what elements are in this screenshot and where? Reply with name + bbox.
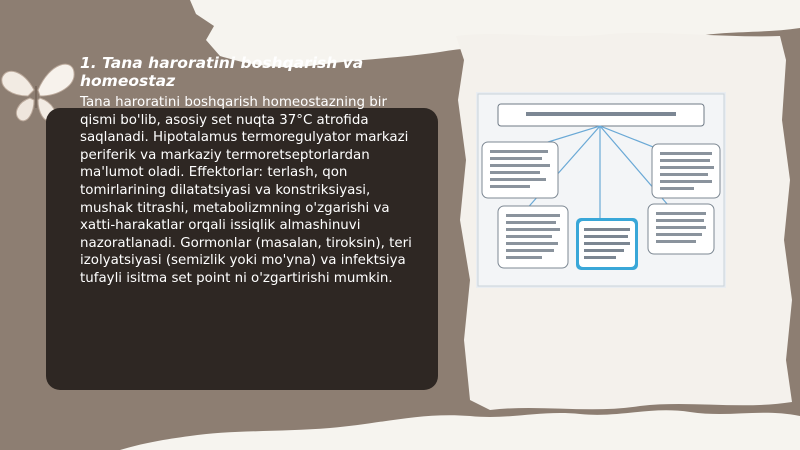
diagram-image (476, 92, 726, 288)
slide-title: 1. Tana haroratini boshqarish va homeostaz (80, 54, 364, 90)
slide-body: Tana haroratini boshqarish homeostazning bir qismi bo'lib, asosiy set nuqta 37°C atrofida saqlanadi. Hipotalamus termoregulyator markazi periferik va markaziy termoretseptorlardan ma'lumot oladi. Effektorlar: terlash, qon tomirlarining dilatatsiyasi va konstriksiyasi, mushak titrashi, metabolizmning o'zgarishi va xatti-harakatlar orqali issiqlik almashinuvi nazoratlanadi. Gormonlar (masalan, tiroksin), teri izolyatsiyasi (semizlik yoki mo'yna) va infektsiya tufayli isitma set point ni o'zgartirishi mumkin. (80, 95, 412, 286)
